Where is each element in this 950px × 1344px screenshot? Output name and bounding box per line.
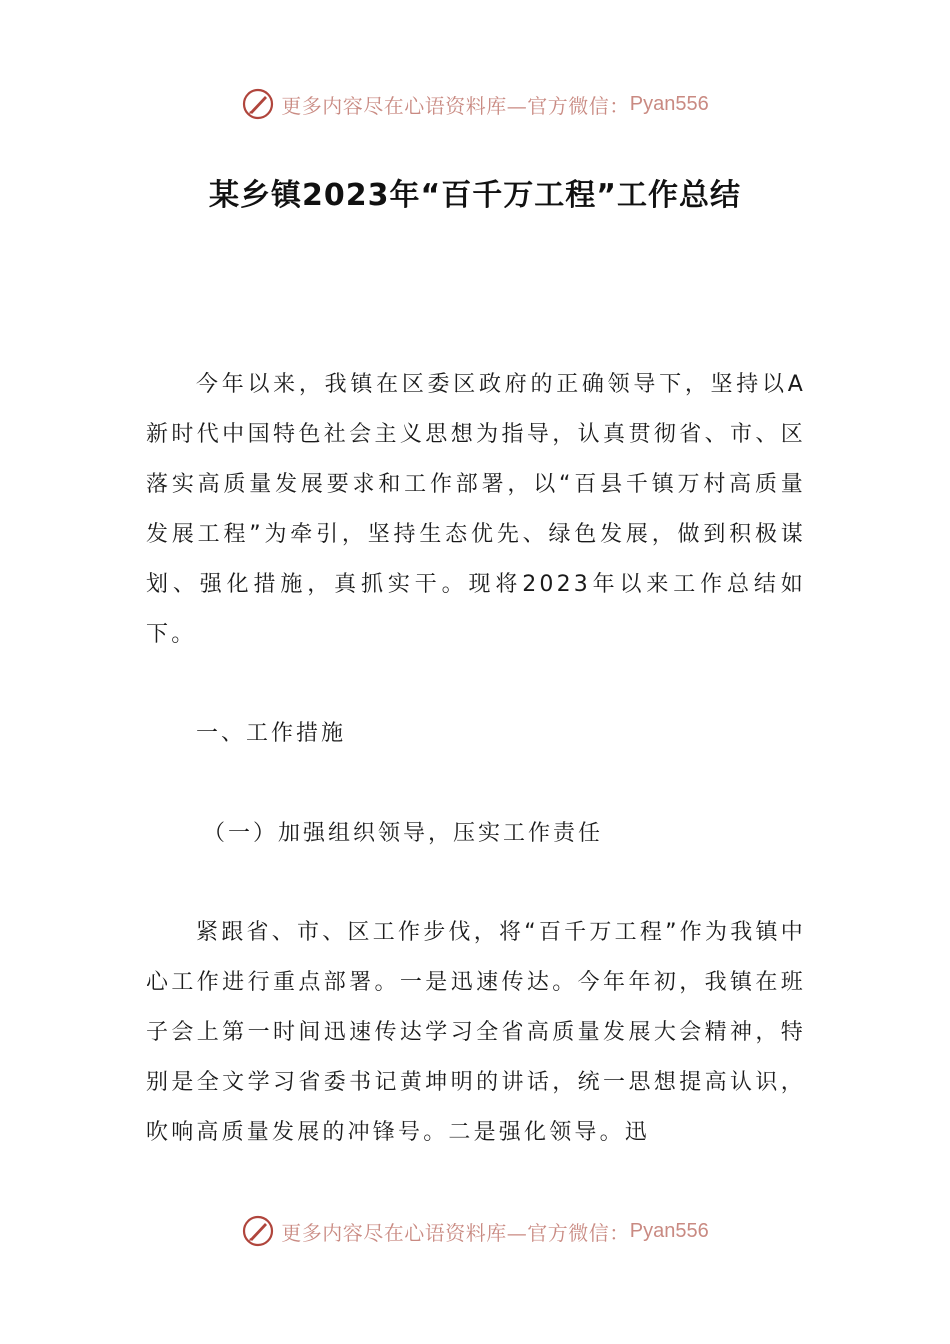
watermark-text: 更多内容尽在心语资料库—官方微信： [281, 1220, 630, 1245]
watermark-handle: Pyan556 [629, 1219, 709, 1242]
watermark-text: 更多内容尽在心语资料库—官方微信： [281, 93, 630, 118]
header-watermark [0, 82, 950, 126]
watermark-handle: Pyan556 [629, 92, 709, 115]
quill-pen-icon [241, 1214, 275, 1248]
body-paragraph: 紧跟省、市、区工作步伐，将“百千万工程”作为我镇中心工作进行重点部署。一是迅速传达。今年年初，我镇在班子会上第一时间迅速传达学习全省高质量发展大会精神，特别是全文学习省委书记黄坤明的讲话，统一思想提高认识，吹响高质量发展的冲锋号。二是强化领导。迅 [146, 920, 806, 1145]
section-heading: 一、工作措施 [196, 721, 347, 746]
document-title: 某乡镇2023年“百千万工程”工作总结 [209, 178, 741, 213]
intro-paragraph: 今年以来，我镇在区委区政府的正确领导下，坚持以A新时代中国特色社会主义思想为指导，认真贯彻省、市、区落实高质量发展要求和工作部署，以“百县千镇万村高质量发展工程”为牵引，坚持生态优先、绿色发展，做到积极谋划、强化措施，真抓实干。现将2023年以来工作总结如下。 [146, 372, 806, 647]
footer-watermark [0, 1209, 950, 1253]
quill-pen-icon [241, 87, 275, 121]
subsection-heading: （一）加强组织领导，压实工作责任 [203, 821, 604, 846]
